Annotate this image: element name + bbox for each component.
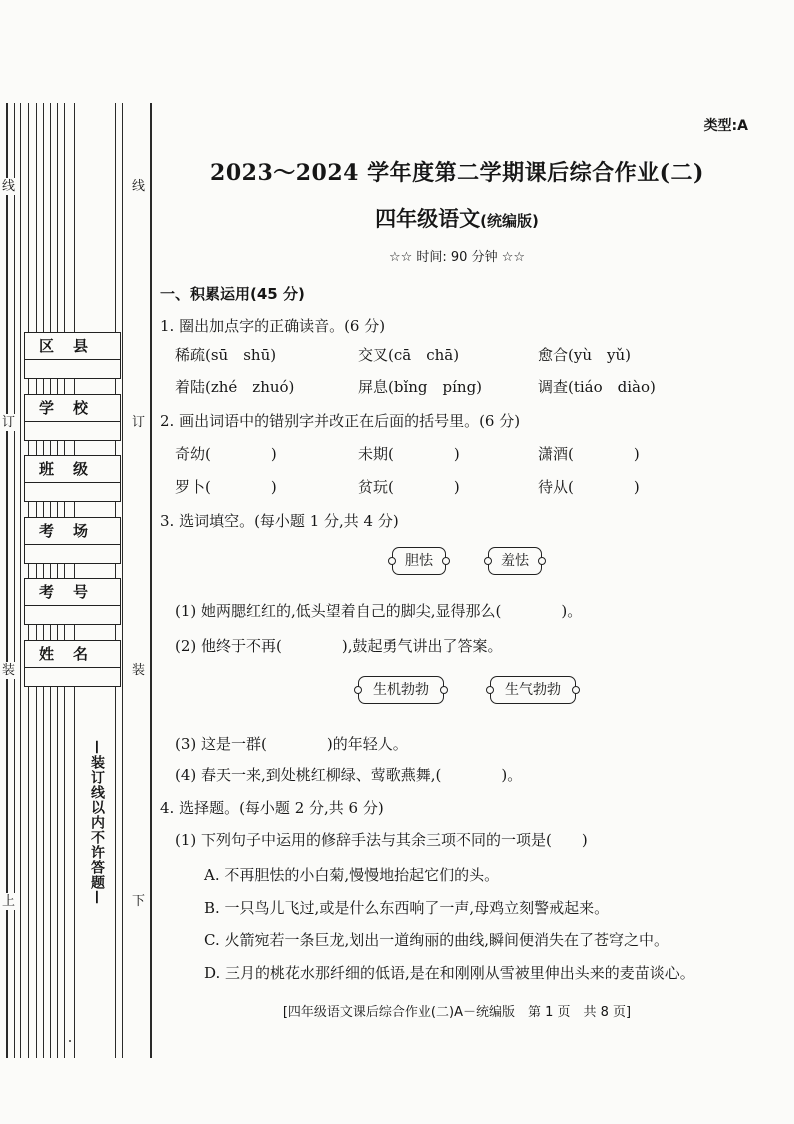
binding-char: 装 — [132, 663, 146, 678]
time-limit: ☆☆ 时间: 90 分钟 ☆☆ — [388, 250, 526, 265]
subtitle — [150, 203, 764, 233]
name-field[interactable] — [24, 640, 121, 687]
class-field[interactable] — [24, 455, 121, 502]
question-2-prompt: 2. 画出词语中的错别字并改正在后面的括号里。(6 分) — [160, 412, 521, 430]
word-choice-box: 生气勃勃 — [490, 676, 576, 704]
correction-item[interactable]: 待从( ) — [538, 478, 640, 496]
district-field[interactable] — [24, 332, 121, 379]
binding-char: 上 — [2, 894, 16, 909]
field-label: 考 号 — [25, 579, 120, 606]
choice-option[interactable]: B. 一只鸟儿飞过,或是什么东西响了一声,母鸡立刻警戒起来。 — [204, 899, 610, 917]
subtitle-subject: 四年级语文 — [375, 207, 481, 231]
correction-item[interactable]: 罗卜( ) — [175, 478, 277, 496]
pinyin-item[interactable]: 愈合(yù yǔ) — [538, 346, 631, 364]
field-label: 姓 名 — [25, 641, 120, 668]
binding-note: —装订线以内不许答题— — [83, 740, 107, 905]
choice-option[interactable]: C. 火箭宛若一条巨龙,划出一道绚丽的曲线,瞬间便消失在了苍穹之中。 — [204, 931, 670, 949]
pinyin-item[interactable]: 屏息(bǐng píng) — [358, 378, 483, 396]
fill-sentence[interactable]: (1) 她两腮红红的,低头望着自己的脚尖,显得那么( )。 — [175, 602, 583, 620]
exam-number-field[interactable] — [24, 578, 121, 625]
field-label: 区 县 — [25, 333, 120, 360]
pinyin-item[interactable]: 调查(tiáo diào) — [538, 378, 656, 396]
school-field[interactable] — [24, 394, 121, 441]
fill-sentence[interactable]: (2) 他终于不再( ),鼓起勇气讲出了答案。 — [175, 637, 503, 655]
paper-type-label: 类型:A — [703, 118, 748, 134]
page-title: 2023～2024 学年度第二学期课后综合作业(二) — [210, 160, 704, 186]
pinyin-item[interactable]: 着陆(zhé zhuó) — [175, 378, 295, 396]
choice-option[interactable]: D. 三月的桃花水那纤细的低语,是在和刚刚从雪被里伸出头来的麦苗谈心。 — [204, 964, 695, 982]
correction-item[interactable]: 贫玩( ) — [358, 478, 460, 496]
word-choice-box: 羞怯 — [488, 547, 542, 575]
binding-line — [6, 103, 8, 1058]
binding-char: 订 — [132, 415, 146, 430]
exam-room-field[interactable] — [24, 517, 121, 564]
section-heading: 一、积累运用(45 分) — [160, 285, 305, 303]
binding-char: 订 — [2, 415, 16, 430]
page-footer: [四年级语文课后综合作业(二)A－统编版 第 1 页 共 8 页] — [282, 1005, 632, 1020]
word-choice-box: 胆怯 — [392, 547, 446, 575]
binding-char: 装 — [2, 663, 16, 678]
correction-item[interactable]: 潇酒( ) — [538, 445, 640, 463]
binding-line — [14, 103, 15, 1058]
correction-item[interactable]: 奇幼( ) — [175, 445, 277, 463]
field-label: 班 级 — [25, 456, 120, 483]
pinyin-item[interactable]: 稀疏(sū shū) — [175, 346, 277, 364]
question-4-prompt: 4. 选择题。(每小题 2 分,共 6 分) — [160, 799, 384, 817]
fill-sentence[interactable]: (4) 春天一来,到处桃红柳绿、莺歌燕舞,( )。 — [175, 766, 523, 784]
pinyin-item[interactable]: 交叉(cā chā) — [358, 346, 460, 364]
choice-option[interactable]: A. 不再胆怯的小白菊,慢慢地抬起它们的头。 — [204, 866, 500, 884]
correction-item[interactable]: 未期( ) — [358, 445, 460, 463]
field-label: 考 场 — [25, 518, 120, 545]
question-3-prompt: 3. 选词填空。(每小题 1 分,共 4 分) — [160, 512, 399, 530]
binding-line — [20, 103, 21, 1058]
binding-char: 线 — [2, 179, 16, 194]
word-choice-box: 生机勃勃 — [358, 676, 444, 704]
choice-question[interactable]: (1) 下列句子中运用的修辞手法与其余三项不同的一项是( ) — [175, 831, 588, 849]
binding-char: 下 — [132, 894, 146, 909]
scan-speck — [69, 1040, 71, 1042]
field-label: 学 校 — [25, 395, 120, 422]
subtitle-edition: (统编版) — [480, 212, 539, 230]
question-1-prompt: 1. 圈出加点字的正确读音。(6 分) — [160, 317, 386, 335]
fill-sentence[interactable]: (3) 这是一群( )的年轻人。 — [175, 735, 408, 753]
binding-char: 线 — [132, 179, 146, 194]
binding-line — [122, 103, 123, 1058]
